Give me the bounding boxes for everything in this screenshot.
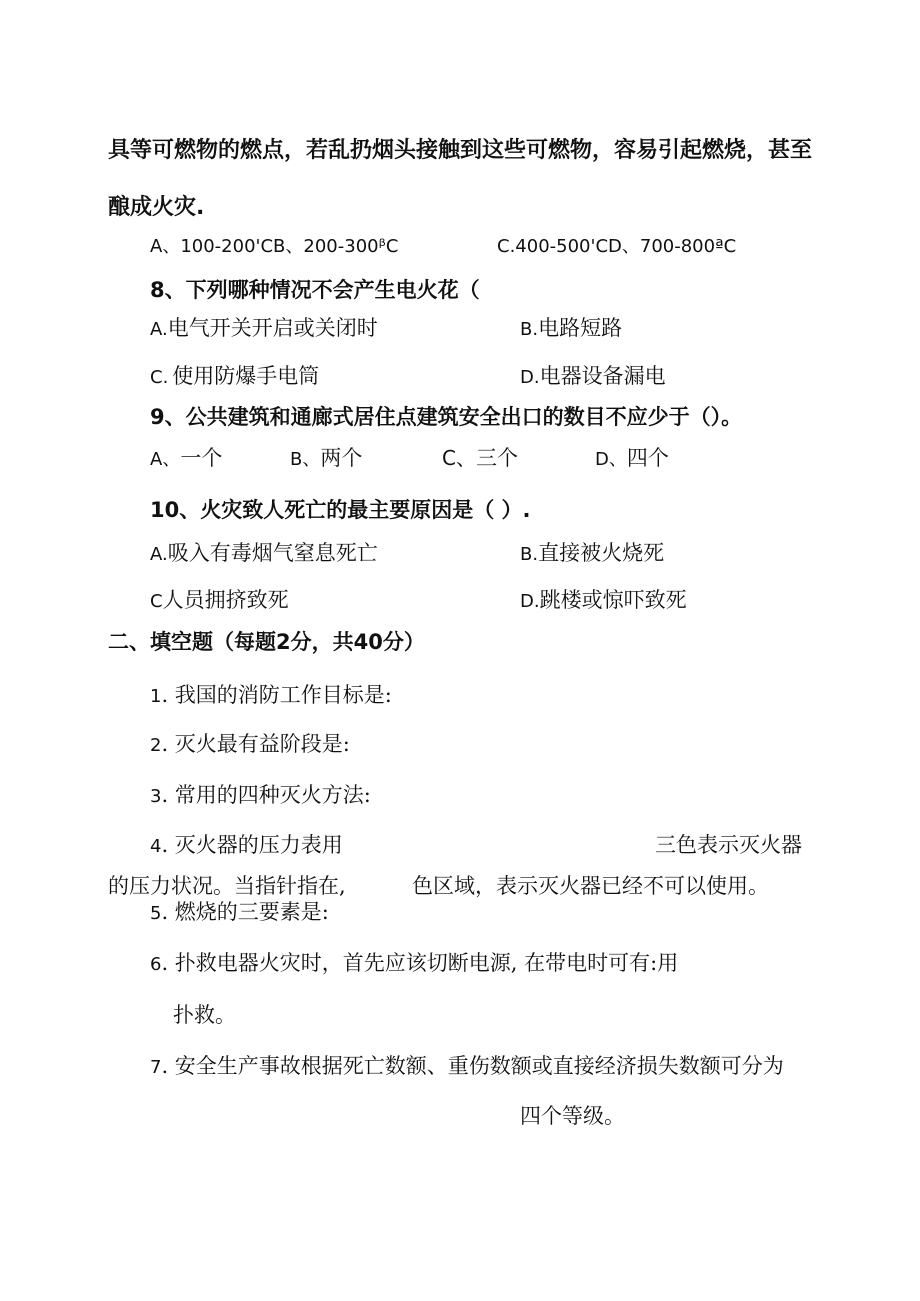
q8-option-a-text: 电气开关开启或关闭时 [167, 316, 378, 340]
fill-item-4-text-right: 三色表示灭火器 [655, 833, 802, 857]
q9-option-c-label: C、 [442, 446, 476, 470]
fill-item-4-number: 4 [150, 836, 162, 857]
intro-line-1: 具等可燃物的燃点，若乱扔烟头接触到这些可燃物，容易引起燃烧，甚至 [108, 138, 813, 163]
fill-item-5 [150, 902, 329, 923]
q9-option-d [595, 448, 669, 469]
q9-option-a-label: A、 [150, 449, 181, 470]
fill-item-4-continuation-2: 色区域，表示灭火器已经不可以使用。 [412, 874, 769, 898]
q10-option-c-label: C [150, 591, 163, 612]
fill-item-2 [150, 734, 350, 755]
fill-item-3 [150, 785, 371, 806]
fill-item-1 [150, 685, 392, 706]
fill-item-1-number: 1 [150, 686, 162, 707]
fill-item-7-continuation: 四个等级。 [520, 1104, 625, 1128]
section-2-title: 二、填空题（每题2分，共40分） [108, 630, 425, 654]
fill-item-7-number: 7 [150, 1057, 162, 1078]
q9-stem: 9、公共建筑和通廊式居住点建筑安全出口的数目不应少于（）。 [150, 405, 743, 429]
q10-option-a [150, 543, 378, 564]
fill-item-2-number: 2 [150, 735, 162, 756]
q9-option-d-text: 四个 [626, 446, 669, 470]
q8-option-b-text: 电路短路 [538, 316, 623, 340]
q8-option-c-label: C. [150, 367, 169, 388]
q9-option-b-text: 两个 [320, 446, 363, 470]
q10-option-d-text: 跳楼或惊吓致死 [539, 588, 687, 612]
q9-option-b [290, 448, 362, 469]
q8-option-d-label: D. [520, 367, 540, 388]
q8-option-b [520, 318, 622, 339]
q8-option-a [150, 318, 378, 339]
q10-option-b-text: 直接被火烧死 [538, 541, 665, 565]
fill-item-3-number: 3 [150, 786, 162, 807]
fill-item-6-continuation: 扑救。 [173, 1003, 236, 1027]
fill-item-6-text: . 扑救电器火灾时，首先应该切断电源, 在带电时可有:用 [161, 951, 679, 975]
q10-option-c-text: 人员拥挤致死 [162, 588, 289, 612]
q10-option-b-label: B. [520, 544, 539, 565]
fill-item-4-text: . 灭火器的压力表用 [161, 833, 343, 857]
q7-option-cd: C.400-500'CD、700-800ªC [497, 236, 737, 257]
q10-option-a-label: A. [150, 544, 168, 565]
q9-option-b-label: B、 [290, 449, 321, 470]
q10-stem: 10、火灾致人死亡的最主要原因是（ ）. [150, 498, 531, 522]
fill-item-6 [150, 953, 678, 974]
q10-option-c [150, 590, 289, 611]
fill-item-3-text: . 常用的四种灭火方法: [161, 783, 371, 807]
q10-option-b [520, 543, 664, 564]
fill-item-5-text: . 燃烧的三要素是: [161, 900, 329, 924]
q8-option-d [520, 366, 666, 387]
q8-option-a-label: A. [150, 319, 168, 340]
q9-option-a [150, 448, 222, 469]
q10-option-d [520, 590, 687, 611]
q8-stem: 8、下列哪种情况不会产生电火花（ [150, 278, 480, 302]
fill-item-5-number: 5 [150, 903, 162, 924]
q8-option-d-text: 电器设备漏电 [539, 364, 666, 388]
q9-option-c [442, 448, 518, 469]
q9-option-d-label: D、 [595, 449, 627, 470]
fill-item-7-text: . 安全生产事故根据死亡数额、重伤数额或直接经济损失数额可分为 [161, 1054, 784, 1078]
q7-option-ab: A、100-200'CB、200-300ᵝC [150, 236, 399, 257]
q9-option-a-text: 一个 [180, 446, 223, 470]
fill-item-4-continuation: 的压力状况。当指针指在, [108, 874, 346, 898]
q9-option-c-text: 三个 [475, 446, 518, 470]
q10-option-a-text: 吸入有毒烟气窒息死亡 [167, 541, 378, 565]
q8-option-b-label: B. [520, 319, 539, 340]
fill-item-4 [150, 835, 343, 856]
fill-item-1-text: . 我国的消防工作目标是: [161, 683, 392, 707]
fill-item-2-text: . 灭火最有益阶段是: [161, 732, 350, 756]
q10-option-d-label: D. [520, 591, 540, 612]
fill-item-6-number: 6 [150, 954, 162, 975]
q8-option-c [150, 366, 319, 387]
q8-option-c-text: 使用防爆手电筒 [172, 364, 320, 388]
fill-item-7 [150, 1056, 784, 1077]
intro-line-2: 酿成火灾. [108, 195, 205, 220]
